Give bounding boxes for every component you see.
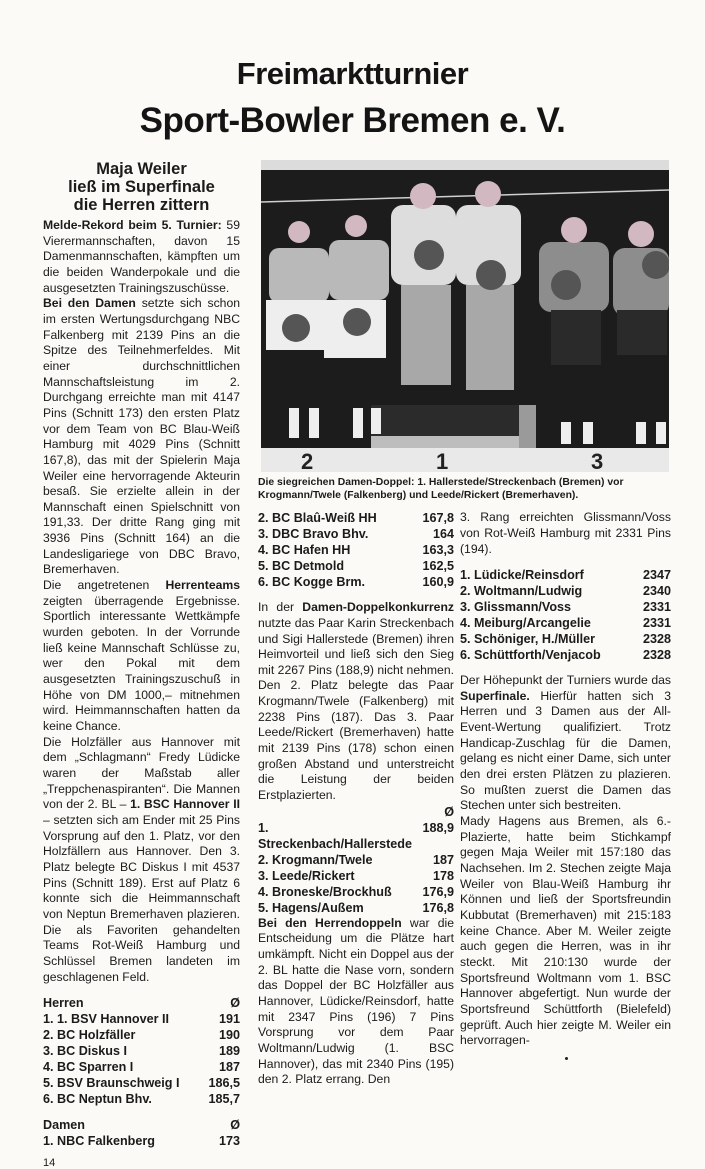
row-name: 1. 1. BSV Hannover II [43,1012,169,1027]
row-value: 186,5 [208,1076,240,1091]
table-row [43,1011,240,1027]
table-header [43,995,240,1011]
table-row [460,647,671,663]
table-row [43,1133,240,1149]
podium-label-3: 3 [591,449,604,472]
row-value: 188,9 [422,820,454,835]
left-column [43,160,240,1169]
paragraph-text: setzte sich schon im ersten Wertungsdurchgang NBC Falkenberg mit 2139 Pins an die Spitze des Teilnehmerfeldes. Mit einer durchschnittlichen Mannschaftsleistung im 2. Durchgang erreichte man mit 4147 Pins (Schnitt 173) den ersten Platz vor dem Team von BC Blau-Weiß Hamburg mit 4029 Pins (Schnitt 167,8), das mit der Spielerin Maja Weiler eine hervorragende Akteurin besaß. Sie erzielte allein in der Mannschaft einen Spielschnitt von 191,33. Der dritte Rang ging mit 3936 Pins (Schnitt 164) an die Landesligariege von DBC Bravo, Bremerhaven. [43,296,241,577]
row-value: 2331 [642,600,671,615]
photo-image [261,160,669,472]
row-name: 3. Glissmann/Voss [460,600,572,615]
average-symbol: Ø [230,996,240,1011]
damen-doppel-table [258,804,454,916]
bold-lead-text: Herrenteams [165,578,240,593]
body-paragraph [460,814,671,1049]
body-paragraph [460,510,671,557]
bold-lead-text: Superfinale. [460,688,530,703]
article-subheadline [43,160,240,214]
table-row [460,567,671,583]
right-column-text-2 [460,673,671,1049]
subhead-line: die Herren zittern [73,196,210,214]
title-line-1: Freimarktturnier [236,56,469,91]
row-value: 2328 [642,632,671,647]
table-row [258,900,454,916]
row-name: 2. Woltmann/Ludwig [460,584,583,599]
row-name: 2. BC Blaû-Weiß HH [258,511,377,526]
table-row [258,558,454,574]
row-value: 191 [218,1012,240,1027]
paragraph-text: 3. Rang erreichten Glissmann/Voss von Rot-Weiß Hamburg mit 2331 Pins (194). [460,510,671,556]
table-row [258,542,454,558]
paragraph-text: Die angetretenen [43,578,166,593]
podium-label-2: 2 [301,449,314,472]
row-value: 163,3 [422,543,454,558]
row-name: 3. BC Diskus I [43,1044,127,1059]
paragraph-text: Mady Hagens aus Bremen, als 6.-Plazierte, hatte beim Stichkampf gegen Maja Weiler mit 157:180 das Nachsehen. Im 2. Stechen zeigte Maja Weiler von Blau-Weiß Hamburg ihr Können und ließ der Sportsfreundin Kubbutat (Bremerhaven) mit 215:183 keine Chance. Aber M. Weiler zeigte auch gegen die Herren, was in ihr steckt. Mit 210:130 wurde der Sportsfreund Woltmann vom 1. BSC Hannover abgefertigt. Nun wurde der Sportsfreund Schüttforth (Bielefeld) geprüft. Auch hier zeigte M. Weiler ein hervorragen- [460,814,671,1048]
herren-results-table [43,995,240,1107]
bold-lead-text: Damen-Doppelkonkurrenz [302,600,454,615]
table-row [43,1091,240,1107]
table-row [43,1075,240,1091]
row-value: 176,8 [422,900,454,915]
row-name: 3. DBC Bravo Bhv. [258,527,369,542]
row-value: 176,9 [422,884,454,899]
row-value: 178 [432,868,454,883]
table-header [43,1117,240,1133]
row-value: 2340 [642,584,671,599]
row-value: 187 [218,1060,240,1075]
row-name: 6. BC Neptun Bhv. [43,1092,152,1107]
row-value: 189 [218,1044,240,1059]
row-value: 164 [432,527,454,542]
table-row [258,884,454,900]
table-row [460,599,671,615]
row-name: 5. BC Detmold [258,559,345,574]
middle-column [258,510,454,1088]
paragraph-text: Die Holzfäller aus Hannover mit dem „Schlagmann“ Fredy Lüdicke waren der Maßstab aller „Treppchenaspiranten“. Die Mannen von der 2. BL – [43,734,240,812]
podium-label-1: 1 [436,449,449,472]
table-header [258,804,454,820]
table-row [258,574,454,590]
right-column [460,510,671,1088]
row-value: 187 [432,852,454,867]
row-name: 1. Streckenbach/Hallerstede [258,820,412,851]
row-value: 2328 [642,648,671,663]
average-symbol: Ø [230,1118,240,1133]
row-name: 5. Hagens/Außem [258,900,364,915]
herren-doppel-table [460,567,671,663]
bold-lead-text: 1. BSC Hannover II [130,797,241,812]
table-row [460,583,671,599]
row-value: 190 [218,1028,240,1043]
row-name: 3. Leede/Rickert [258,868,355,883]
row-value: 2331 [642,616,671,631]
print-speck [565,1057,568,1060]
table-row [460,631,671,647]
row-value: 162,5 [422,559,454,574]
row-name: 5. BSV Braunschweig I [43,1076,180,1091]
paragraph-text: 59 Vierermannschaften, davon 15 Damenmannschaften, kämpften um die beiden Wanderpokale und die ausgesetzten Trainingszuschüsse. [43,218,240,295]
row-name: 2. BC Holzfäller [43,1028,136,1043]
row-name: 4. Broneske/Brockhuß [258,884,392,899]
table-row [43,1043,240,1059]
row-name: 1. NBC Falkenberg [43,1134,155,1149]
middle-column-text [258,600,454,804]
table-row [258,820,454,852]
subhead-line: Maja Weiler [96,160,187,178]
paragraph-text: – setzten sich am Ender mit 25 Pins Vorsprung auf den 1. Platz, vor den Holzfällern aus Hannover. Den 3. Platz belegte BC Diskus I mit 4537 Pins (Schnitt 189). Erst auf Platz 6 konnte sich die Heimmannschaft von Neptun Bremerhaven plazieren. Die als Favoriten gehandelten Teams Rot-Weiß Hamburg und Schlüssel Bremen landeten im geschlagenen Feld. [43,812,240,984]
table-row [43,1027,240,1043]
row-name: 4. Meiburg/Arcangelie [460,616,591,631]
paragraph-text: In der [258,600,303,615]
bold-lead-text: Bei den Damen [43,296,136,311]
row-name: 4. BC Sparren I [43,1060,134,1075]
paragraph-text: Der Höhepunkt der Turniers wurde das [460,673,671,688]
average-symbol: Ø [444,804,454,819]
paragraph-text: zeigten überragende Ergebnisse. Sportlich interessante Wettkämpfe wurden geboten. In der Vorrunde ließ keine Mannschaft Schlüsse zu, wer den Pokal mit dem ausgesetzten Trainingszuschuß in Höhe von DM 1000,– mitnehmen wird. Heimmannschaften hatten da keine Chance. [43,593,240,733]
damen-results-table-continued [258,510,454,590]
row-value: 160,9 [422,575,454,590]
paragraph-text: nutzte das Paar Karin Streckenbach und Sigi Hallerstede (Bremen) ihren Heimvorteil und ließ sich den Sieg mit 2267 Pins (188,9) nicht nehmen. Den 2. Platz belegte das Paar Krogmann/Twele (Falkenberg) mit 2238 Pins (187). Das 3. Paar Leede/Rickert (Bremerhaven) hatte mit 2139 Pins (178) schon einen großen Abstand und unterstreicht die Leistung der beiden Erstplazierten. [258,615,454,803]
body-paragraph [460,673,671,814]
row-value: 185,7 [208,1092,240,1107]
row-name: 2. Krogmann/Twele [258,852,373,867]
row-name: 4. BC Hafen HH [258,543,351,558]
page-number: 14 [43,1157,56,1169]
table-row [258,868,454,884]
body-paragraph [43,735,240,986]
table-row [460,615,671,631]
paragraph-text: war die Entscheidung um die Plätze hart umkämpft. Nicht ein Doppel aus der 2. BL hatte die Nase vorn, sondern das Doppel der BC Holzfäller aus Hannover, Lüdicke/Reinsdorf, hatte mit 2347 Pins (196) 7 Pins Vorsprung vor dem Paar Woltmann/Ludwig (1. BSC Hannover), das mit 2340 Pins (195) den 2. Platz errang. Den [258,915,454,1087]
table-row [258,852,454,868]
left-body-text [43,218,240,985]
row-value: 167,8 [422,511,454,526]
body-paragraph [43,578,240,735]
subhead-line: ließ im Superfinale [68,178,215,196]
award-ceremony-photo [261,160,669,472]
middle-column-text-2 [258,916,454,1088]
row-name: 6. BC Kogge Brm. [258,575,366,590]
table-header-label: Herren [43,996,84,1011]
table-row [258,526,454,542]
table-row [43,1059,240,1075]
row-name: 1. Lüdicke/Reinsdorf [460,568,584,583]
bold-lead-text: Melde-Rekord beim 5. Turnier: [43,218,222,232]
paragraph-text: Hierfür hatten sich 3 Herren und 3 Damen aus der All-Event-Wertung qualifiziert. Trotz Handicap-Zuschlag für die Damen, gelang es nicht einer Dame, sich unter den drei ersten Plätzen zu plazieren. So mußten zuerst die Damen das Stechen unter sich bestreiten. [460,688,671,813]
row-name: 5. Schöniger, H./Müller [460,632,596,647]
row-value: 2347 [642,568,671,583]
title-line-2: Sport-Bowler Bremen e. V. [139,101,566,140]
body-paragraph [258,600,454,804]
row-value: 173 [218,1134,240,1149]
body-paragraph [43,218,240,296]
right-area [258,160,671,1088]
damen-results-table [43,1117,240,1149]
row-name: 6. Schüttforth/Venjacob [460,648,601,663]
body-paragraph [43,296,240,578]
table-header-label: Damen [43,1118,85,1133]
body-paragraph [258,916,454,1088]
bold-lead-text: Bei den Herrendoppeln [258,915,402,930]
photo-caption: Die siegreichen Damen-Doppel: 1. Hallerstede/Streckenbach (Bremen) vor Krogmann/Twele (Falkenberg) und Leede/Rickert (Bremerhaven). [258,477,624,501]
table-row [258,510,454,526]
right-column-text [460,510,671,557]
